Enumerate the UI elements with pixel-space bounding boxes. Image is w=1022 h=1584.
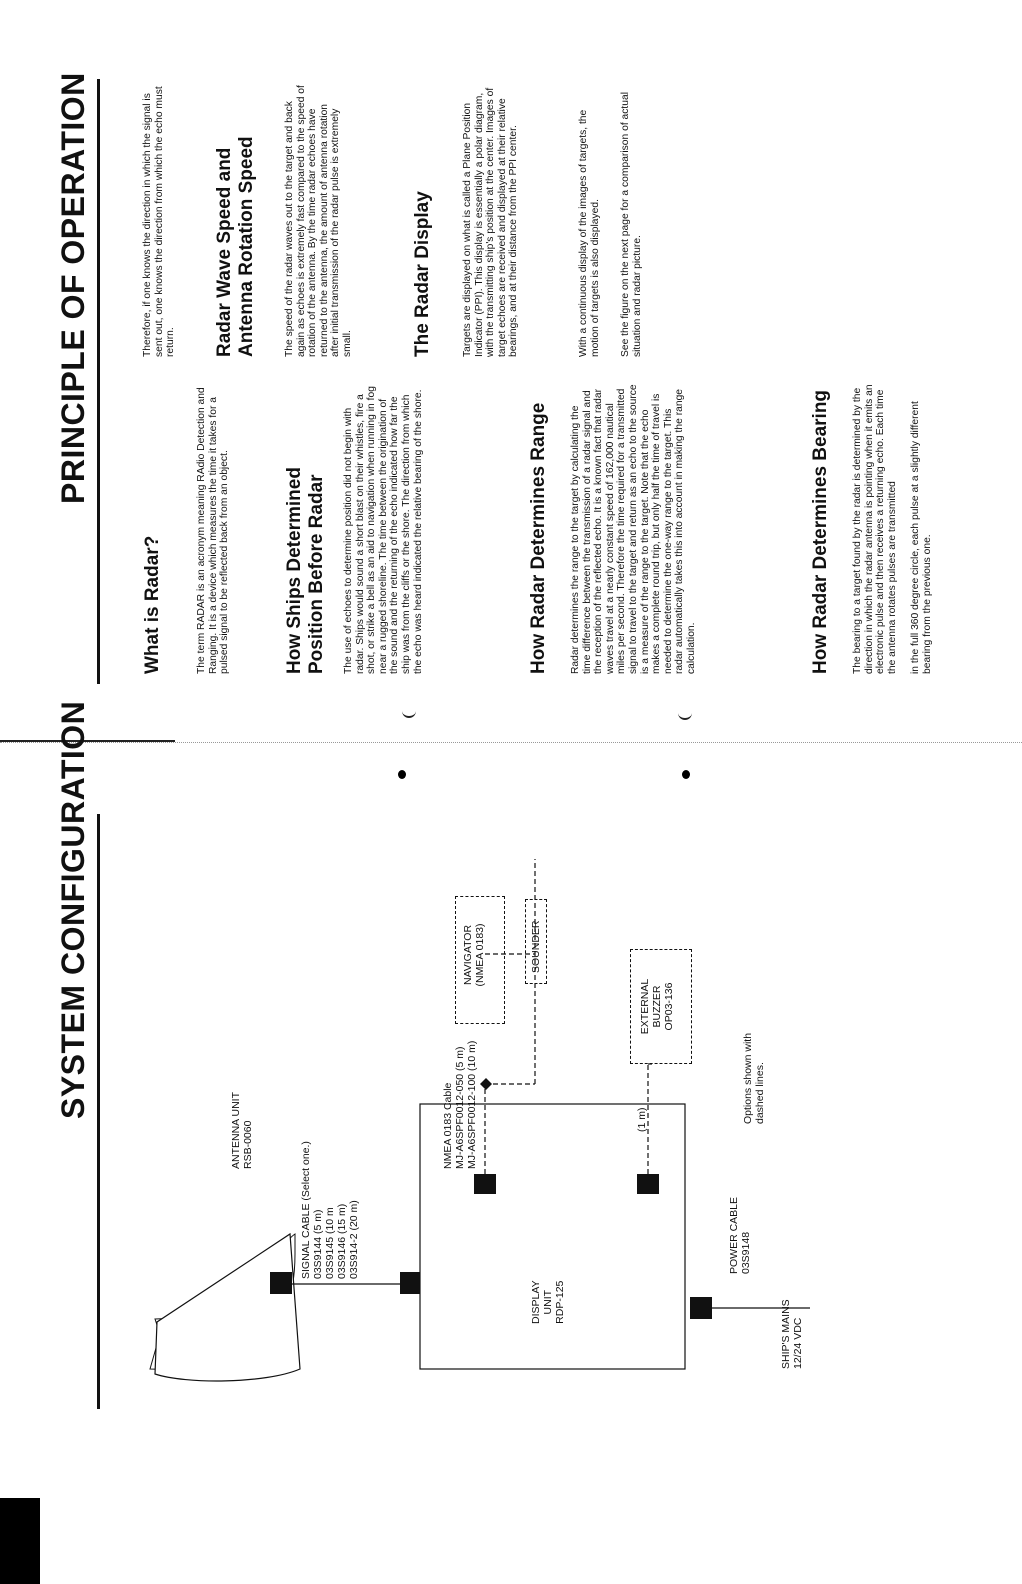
display-unit-label: DISPLAY UNIT RDP-125 <box>530 1280 566 1324</box>
section-paragraph: The use of echoes to determine position did not begin with radar. Ships would sound a short blast on their whistles, fire a shot, or strike a bell as an aid to navigation when running in fog near a rugged shoreline. The time between the origination of the sound and the returning of the echo indicated how far the ship was from the cliffs or the shore. The direction from which the echo was heard indicated the relative bearing of the shore. <box>343 386 424 674</box>
section-heading-what-is-radar: What is Radar? <box>142 535 163 674</box>
sounder-box: SOUNDER <box>525 899 547 984</box>
section-heading-radar-display: The Radar Display <box>412 191 433 357</box>
left-page-title: SYSTEM CONFIGURATION <box>55 700 91 1119</box>
section-heading-bearing: How Radar Determines Bearing <box>810 389 831 674</box>
section-heading-before-radar: How Ships Determined Position Before Radar <box>284 467 327 674</box>
external-buzzer-box: EXTERNAL BUZZER OP03-136 <box>630 949 692 1064</box>
nmea-connector <box>474 1174 496 1194</box>
section-paragraph: Targets are displayed on what is called a Plane Position Indicator (PPI). This display is essentially a polar diagram, with the transmitting ship's position at the center. Images of target echoes are received and displayed at their relative bearings, and at their distance from the PPI center. <box>462 87 520 357</box>
section-heading-wave-speed: Radar Wave Speed and Antenna Rotation Speed <box>214 136 257 357</box>
section-paragraph: Radar determines the range to the target by calculating the time difference between the transmission of a radar signal and the reception of the reflected echo. It is a known fact that radar waves travel at a nearly constant speed of 162,000 nautical miles per second. Therefore the time required for a transmitted signal to travel to the target and return as an echo to the source is a measure of the range to the target. Note that the echo makes a complete round trip, but only half the time of travel is needed to determine the one-way range to the target. This radar automatically takes this into account in making the range calculation. <box>570 384 697 674</box>
right-page-title: PRINCIPLE OF OPERATION <box>55 72 91 504</box>
section-paragraph: See the figure on the next page for a comparison of actual situation and radar picture. <box>620 91 643 357</box>
nmea-cable-label: NMEA 0183 Cable MJ-A6SPF0012-050 (5 m) MJ-A6SPF0012-100 (10 m) <box>442 1040 478 1169</box>
signal-cable-label: SIGNAL CABLE (Select one.) 03S9144 (5 m) 03S9145 (10 m 03S9146 (15 m) 03S914-2 (20 m) <box>300 1141 360 1279</box>
right-title-rule <box>97 79 100 684</box>
power-connector <box>690 1297 712 1319</box>
options-note: Options shown with dashed lines. <box>742 1032 766 1124</box>
section-paragraph: Therefore, if one knows the direction in which the signal is sent out, one knows the direction from which the echo must return. <box>142 86 177 357</box>
antenna-connector <box>270 1272 292 1294</box>
section-paragraph: The speed of the radar waves out to the target and back again as echoes is extremely fast compared to the speed of rotation of the antenna. By the time radar echoes have returned to the antenna, the amount of antenna rotation after initial transmission of the radar pulse is extremely small. <box>284 85 353 357</box>
section-paragraph: The term RADAR is an acronym meaning RAdio Detection and Ranging. It is a device which measures the time it takes for a pulsed signal to be reflected back from an object. <box>196 387 231 674</box>
buzzer-connector <box>637 1174 659 1194</box>
ships-mains-label: SHIP'S MAINS 12/24 VDC <box>780 1299 804 1369</box>
power-cable-label: POWER CABLE 03S9148 <box>728 1196 752 1274</box>
section-paragraph: The bearing to a target found by the radar is determined by the direction in which the radar antenna is pointing when it emits an electronic pulse and then receives a returning echo. Each time the antenna rotates pulses are transmitted <box>852 384 898 674</box>
display-signal-connector <box>400 1272 422 1294</box>
section-paragraph: in the full 360 degree circle, each pulse at a slightly different bearing from the previous one. <box>910 401 933 674</box>
section-paragraph: With a continuous display of the images of targets, the motion of targets is also displayed. <box>578 109 601 357</box>
section-heading-range: How Radar Determines Range <box>528 402 549 674</box>
buzzer-cable-length: (1 m) <box>636 1107 648 1132</box>
nmea-junction <box>480 1078 492 1090</box>
antenna-dome-outline <box>155 1234 300 1381</box>
antenna-unit-label: ANTENNA UNIT RSB-0060 <box>230 1091 254 1169</box>
system-diagram <box>0 784 1022 1584</box>
navigator-box: NAVIGATOR (NMEA 0183) <box>455 896 505 1024</box>
